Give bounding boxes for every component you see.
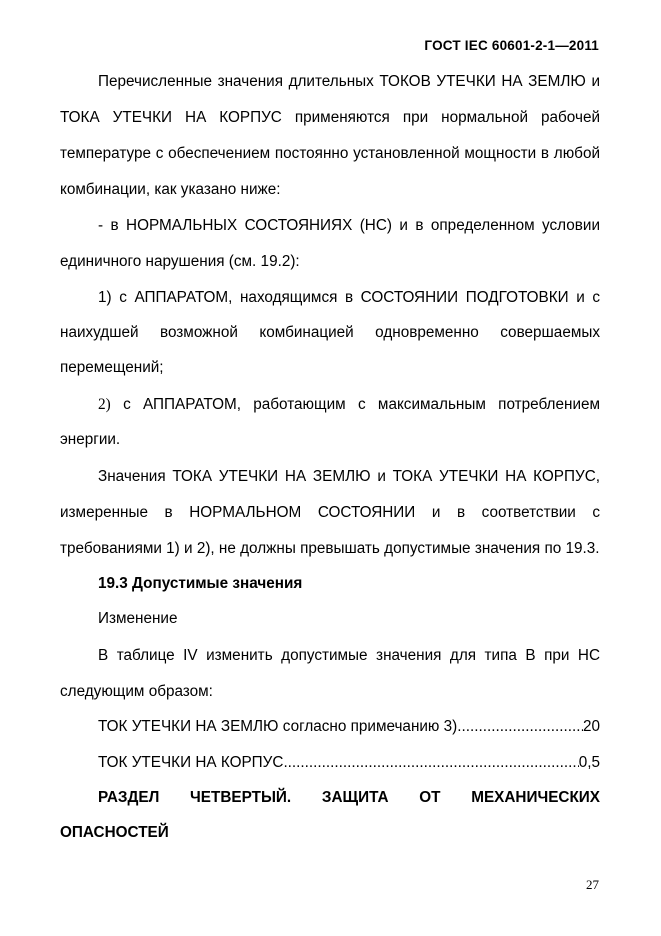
paragraph-line: измеренные в НОРМАЛЬНОМ СОСТОЯНИИ и в соответствии с xyxy=(60,504,600,521)
document-header: ГОСТ IEC 60601-2-1—2011 xyxy=(424,38,599,53)
value-number: 20 xyxy=(582,718,600,735)
page-number: 27 xyxy=(586,877,599,892)
section-heading: 19.3 Допустимые значения xyxy=(98,575,303,592)
value-number: 0,5 xyxy=(578,754,600,771)
paragraph-line: энергии. xyxy=(60,431,121,448)
value-row-earth-leakage xyxy=(98,717,600,737)
value-row-enclosure-leakage xyxy=(98,753,600,773)
paragraph-line: единичного нарушения (см. 19.2): xyxy=(60,253,300,270)
list-intro-line: - в НОРМАЛЬНЫХ СОСТОЯНИЯХ (НС) и в определенном условии xyxy=(98,217,600,234)
chapter-heading-line: ОПАСНОСТЕЙ xyxy=(60,824,169,841)
paragraph-line: Значения ТОКА УТЕЧКИ НА ЗЕМЛЮ и ТОКА УТЕЧКИ НА КОРПУС, xyxy=(98,468,600,485)
leader-dots xyxy=(283,753,578,773)
paragraph-line: В таблице IV изменить допустимые значения для типа В при НС xyxy=(98,647,600,664)
paragraph-line: Изменение xyxy=(98,610,178,627)
paragraph-line: Перечисленные значения длительных ТОКОВ УТЕЧКИ НА ЗЕМЛЮ и xyxy=(98,73,600,90)
chapter-heading-line: РАЗДЕЛ ЧЕТВЕРТЫЙ. ЗАЩИТА ОТ МЕХАНИЧЕСКИХ xyxy=(98,789,600,806)
list-item-number: 1) xyxy=(98,289,112,306)
paragraph-line: требованиями 1) и 2), не должны превышать допустимые значения по 19.3. xyxy=(60,540,600,557)
leader-dots xyxy=(457,717,583,737)
value-label: ТОК УТЕЧКИ НА КОРПУС xyxy=(98,754,284,771)
list-item-number: 2) xyxy=(98,396,111,413)
value-label: ТОК УТЕЧКИ НА ЗЕМЛЮ согласно примечанию 3) xyxy=(98,718,458,735)
list-item-2-line: 2) с АППАРАТОМ, работающим с максимальным потреблением xyxy=(98,396,601,413)
list-item-1-line: 1) с АППАРАТОМ, находящимся в СОСТОЯНИИ ПОДГОТОВКИ и с xyxy=(98,289,601,306)
paragraph-line: наихудшей возможной комбинацией одновременно совершаемых xyxy=(60,324,600,341)
paragraph-line: температуре с обеспечением постоянно установленной мощности в любой xyxy=(60,145,600,162)
paragraph-line: следующим образом: xyxy=(60,683,213,700)
paragraph-line: ТОКА УТЕЧКИ НА КОРПУС применяются при нормальной рабочей xyxy=(60,109,600,126)
paragraph-line: перемещений; xyxy=(60,359,164,376)
paragraph-line: комбинации, как указано ниже: xyxy=(60,181,281,198)
